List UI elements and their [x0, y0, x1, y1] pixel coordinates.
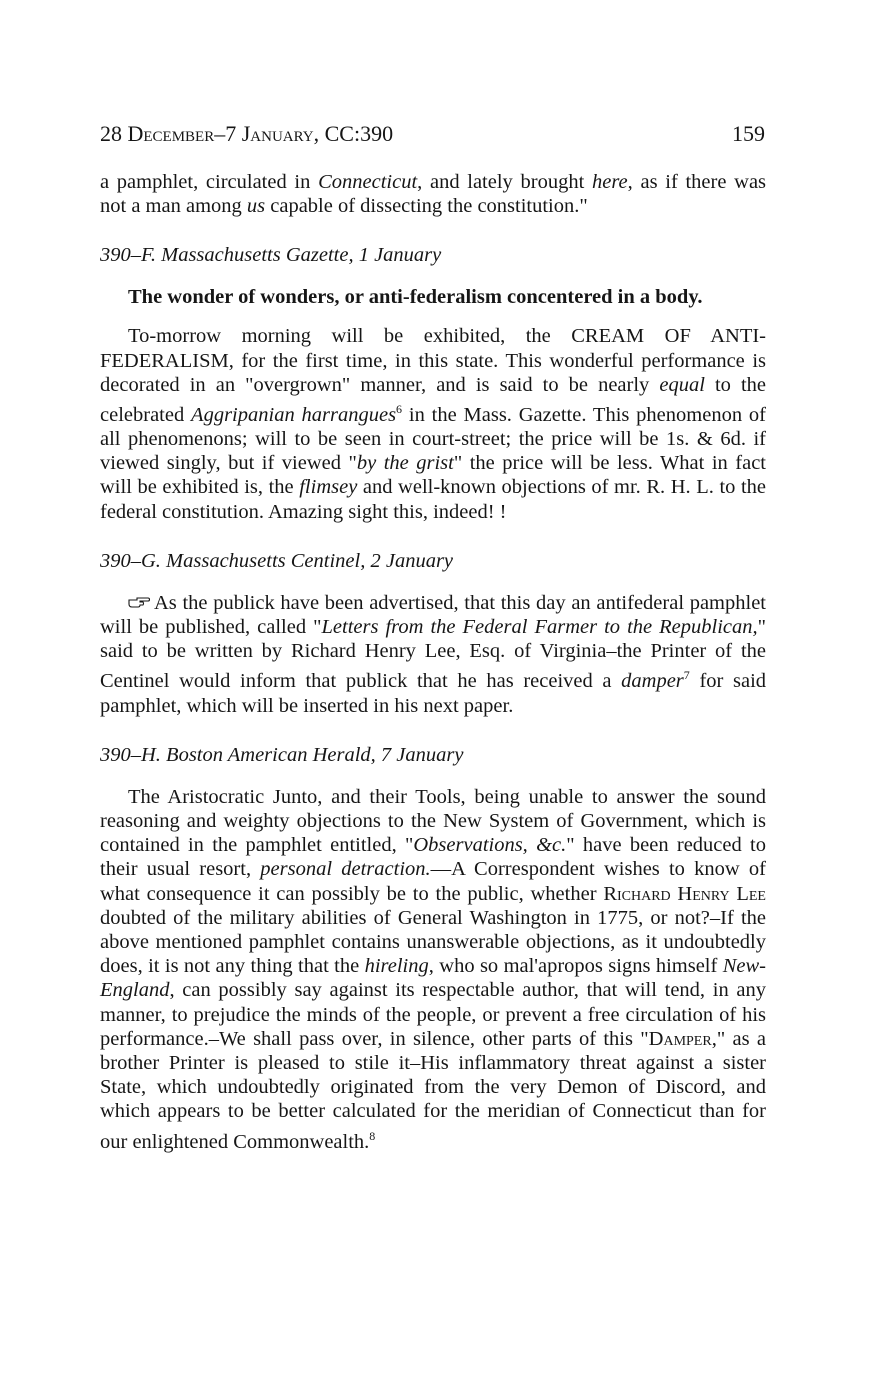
pointing-hand-icon	[128, 596, 150, 608]
page-body	[100, 170, 766, 1154]
paragraph-390-g: As the publick have been advertised, that this day an antifederal pamphlet will be published, called "Letters from the Federal Farmer to the Republican," said to be written by Richard Henry Lee, Esq. of Virginia–the Printer of the Centinel would inform that publick that he has received a damper$^7$ for said pamphlet, which will be inserted in his next paper.	[100, 591, 767, 717]
running-head	[100, 120, 765, 148]
running-head-date-range: 28 December–7 January, CC:390	[100, 121, 394, 146]
paragraph-390-h: The Aristocratic Junto, and their Tools, being unable to answer the sound reasoning and weighty objections to the New System of Government, which is contained in the pamphlet entitled, "Observations, &c." have been reduced to their usual resort, personal detraction.—A Correspondent wishes to know of what consequence it can possibly be to the public, whether Richard Henry Lee doubted of the military abilities of General Washington in 1775, or not?–If the above mentioned pamphlet contains unanswerable objections, as it undoubtedly does, it is not any thing that the hireling, who so mal'apropos signs himself New-England, can possibly say against its respectable author, that will tend, in any manner, to prejudice the minds of the people, or prevent a free circulation of his performance.–We shall pass over, in silence, other parts of this "Damper," as a brother Printer is pleased to stile it–His inflammatory threat against a sister State, which undoubtedly originated from the very Demon of Discord, and which appears to be better calculated for the meridian of Connecticut than for our enlightened Commonwealth.$^8$	[100, 785, 766, 1153]
paragraph-390-f: To-morrow morning will be exhibited, the CREAM OF ANTI-FEDERALISM, for the first time, in this state. This wonderful performance is decorated in an "overgrown" manner, and is said to be nearly equal to the celebrated Aggripanian harrangues$^6$ in the Mass. Gazette. This phenomenon of all phenomenons; will to be seen in court-street; the price will be 1s. & 6d. if viewed singly, but if viewed "by the grist" the price will be less. What in fact will be exhibited is, the flimsey and well-known objections of mr. R. H. L. to the federal constitution. Amazing sight this, indeed! !	[100, 325, 767, 523]
section-heading-390-g: 390–G. Massachusetts Centinel, 2 January	[100, 549, 454, 572]
intro-paragraph: a pamphlet, circulated in Connecticut, and lately brought here, as if there was not a man among us capable of dissecting the constitution."	[100, 171, 767, 218]
footnote-ref-7: 7	[683, 668, 690, 683]
section-heading-390-h: 390–H. Boston American Herald, 7 January	[100, 743, 464, 766]
page-number: 159	[732, 121, 765, 146]
article-title: The wonder of wonders, or anti-federalism concentered in a body.	[128, 286, 703, 309]
section-heading-390-f: 390–F. Massachusetts Gazette, 1 January	[100, 244, 442, 267]
footnote-ref-8: 8	[369, 1128, 376, 1143]
footnote-ref-6: 6	[396, 402, 403, 417]
